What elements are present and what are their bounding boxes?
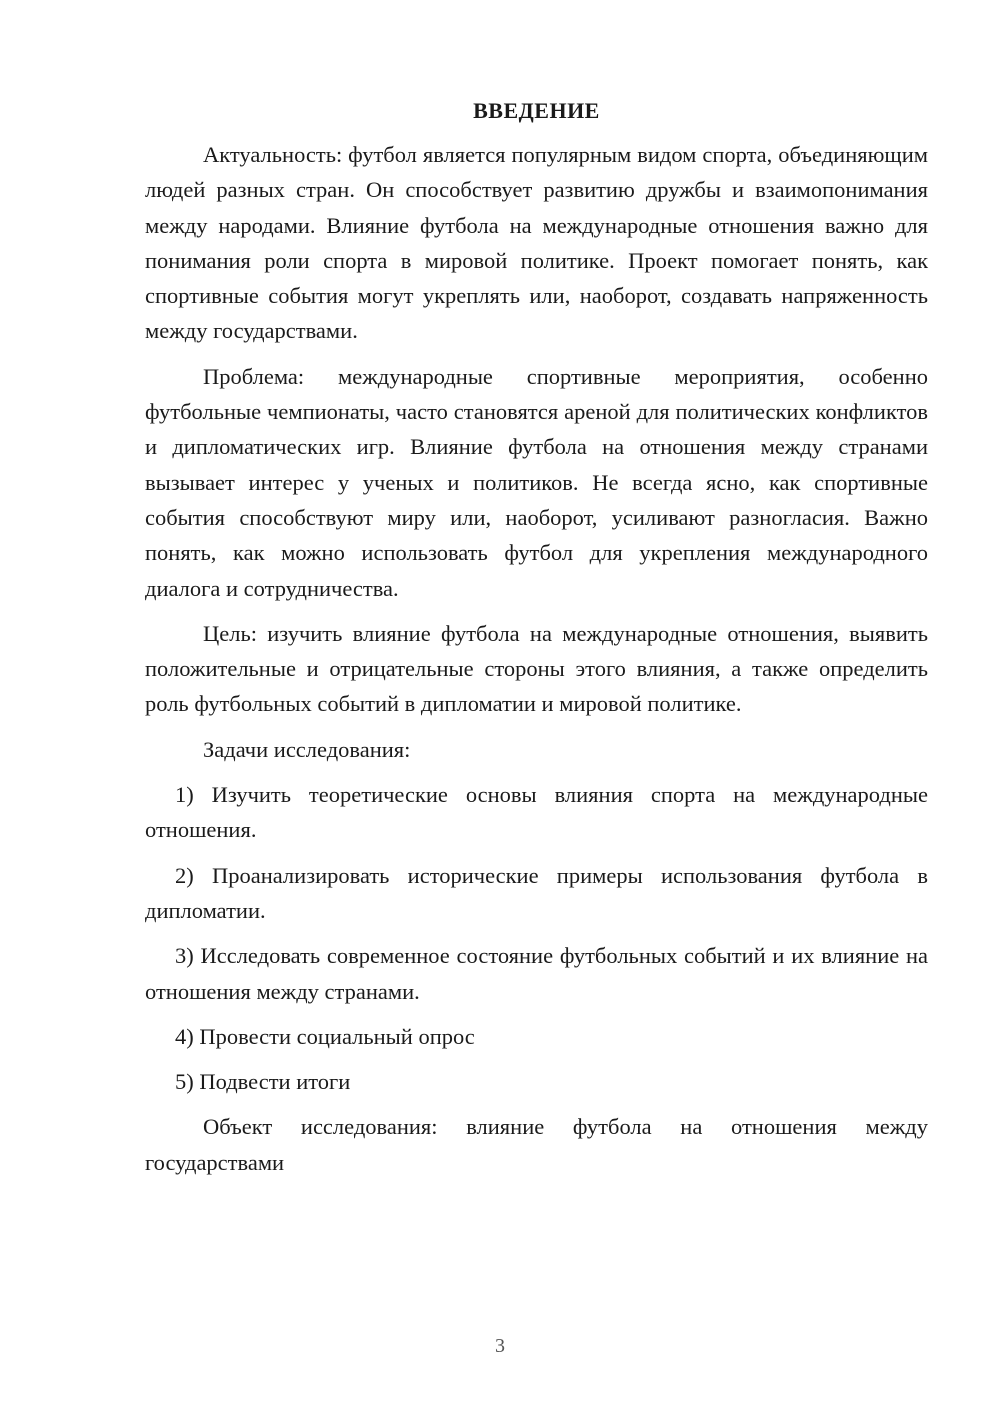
object-paragraph: Объект исследования: влияние футбола на отношения между государствами (145, 1114, 928, 1175)
relevance-paragraph: Актуальность: футбол является популярным видом спорта, объединяющим людей разных стран. Он способствует развитию дружбы и взаимопонимания между народами. Влияние футбола на международные отношения важно для понимания роли спорта в мировой политике. Проект помогает понять, как спортивные события могут укреплять или, наоборот, создавать напряженность между государствами. (145, 142, 928, 344)
page-number: 3 (495, 1335, 505, 1357)
task-item: 1) Изучить теоретические основы влияния спорта на международные отношения. (145, 782, 928, 843)
task-item: 4) Провести социальный опрос (175, 1023, 475, 1049)
tasks-title: Задачи исследования: (203, 736, 411, 762)
section-heading: ВВЕДЕНИЕ (473, 98, 600, 123)
document-page (145, 95, 928, 1190)
problem-paragraph: Проблема: международные спортивные мероприятия, особенно футбольные чемпионаты, часто становятся ареной для политических конфликтов и дипломатических игр. Влияние футбола на отношения между странами вызывает интерес у ученых и политиков. Не всегда ясно, как спортивные события способствуют миру или, наоборот, усиливают разногласия. Важно понять, как можно использовать футбол для укрепления международного диалога и сотрудничества. (145, 363, 928, 601)
task-item: 2) Проанализировать исторические примеры использования футбола в дипломатии. (145, 862, 928, 923)
goal-paragraph: Цель: изучить влияние футбола на международные отношения, выявить положительные и отрицательные стороны этого влияния, а также определить роль футбольных событий в дипломатии и мировой политике. (145, 620, 928, 717)
task-item: 3) Исследовать современное состояние футбольных событий и их влияние на отношения между странами. (145, 943, 928, 1004)
task-item: 5) Подвести итоги (175, 1069, 351, 1095)
